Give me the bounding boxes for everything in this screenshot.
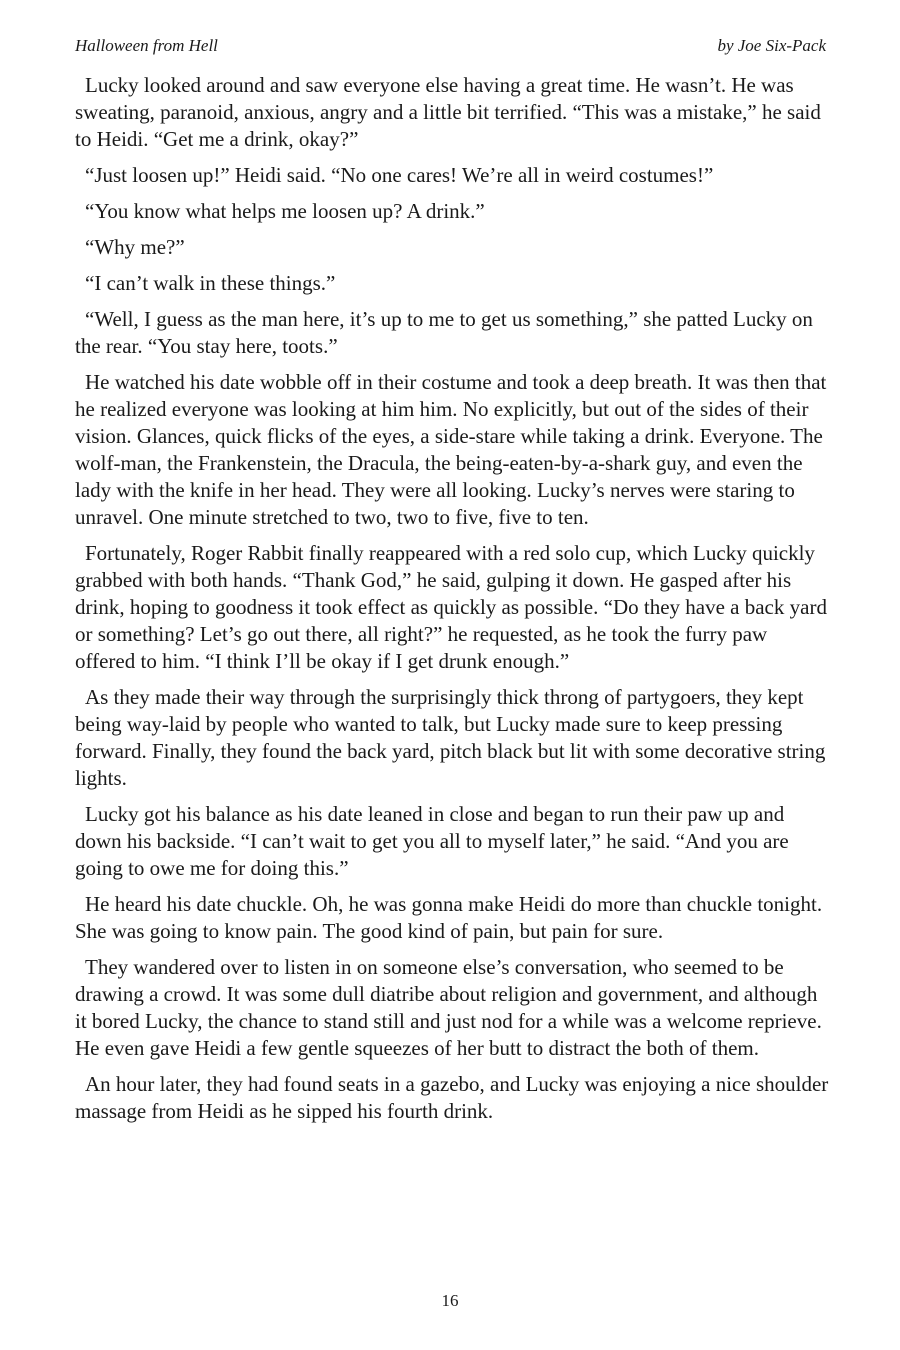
paragraph: As they made their way through the surprisingly thick throng of partygoers, they kept being way-laid by people who wanted to talk, but Lucky made sure to keep pressing forward. Finally, they found the back yard, pitch black but lit with some decorative string lights.	[75, 685, 826, 790]
paragraph: “Why me?”	[85, 235, 185, 259]
paragraph: “You know what helps me loosen up? A drink.”	[85, 199, 485, 223]
author-name: by Joe Six-Pack	[717, 36, 826, 55]
paragraph: “Well, I guess as the man here, it’s up to me to get us something,” she patted Lucky on the rear. “You stay here, toots.”	[75, 307, 813, 358]
paragraph: They wandered over to listen in on someone else’s conversation, who seemed to be drawing a crowd. It was some dull diatribe about religion and government, and although it bored Lucky, the chance to stand still and just nod for a while was a welcome reprieve. He even gave Heidi a few gentle squeezes of her butt to distract the both of them.	[75, 955, 822, 1060]
paragraph: An hour later, they had found seats in a gazebo, and Lucky was enjoying a nice shoulder massage from Heidi as he sipped his fourth drink.	[75, 1072, 829, 1123]
paragraph: Lucky got his balance as his date leaned in close and began to run their paw up and down his backside. “I can’t wait to get you all to myself later,” he said. “And you are going to owe me for doing this.”	[75, 802, 789, 880]
running-header	[75, 36, 826, 60]
paragraph: He heard his date chuckle. Oh, he was gonna make Heidi do more than chuckle tonight. She was going to know pain. The good kind of pain, but pain for sure.	[75, 892, 823, 943]
paragraph: Fortunately, Roger Rabbit finally reappeared with a red solo cup, which Lucky quickly grabbed with both hands. “Thank God,” he said, gulping it down. He gasped after his drink, hoping to goodness it took effect as quickly as possible. “Do they have a back yard or something? Let’s go out there, all right?” he requested, as he took the furry paw offered to him. “I think I’ll be okay if I get drunk enough.”	[75, 541, 827, 673]
paragraph: “I can’t walk in these things.”	[85, 271, 336, 295]
page-number: 16	[441, 1291, 459, 1310]
body-text	[75, 72, 831, 1134]
paragraph: He watched his date wobble off in their costume and took a deep breath. It was then that he realized everyone was looking at him him. No explicitly, but out of the sides of their vision. Glances, quick flicks of the eyes, a side-stare while taking a drink. Everyone. The wolf-man, the Frankenstein, the Dracula, the being-eaten-by-a-shark guy, and even the lady with the knife in her head. They were all looking. Lucky’s nerves were staring to unravel. One minute stretched to two, two to five, five to ten.	[75, 370, 827, 529]
paragraph: Lucky looked around and saw everyone else having a great time. He wasn’t. He was sweating, paranoid, anxious, angry and a little bit terrified. “This was a mistake,” he said to Heidi. “Get me a drink, okay?”	[75, 73, 821, 151]
book-title: Halloween from Hell	[75, 36, 218, 55]
paragraph: “Just loosen up!” Heidi said. “No one cares! We’re all in weird costumes!”	[85, 163, 714, 187]
